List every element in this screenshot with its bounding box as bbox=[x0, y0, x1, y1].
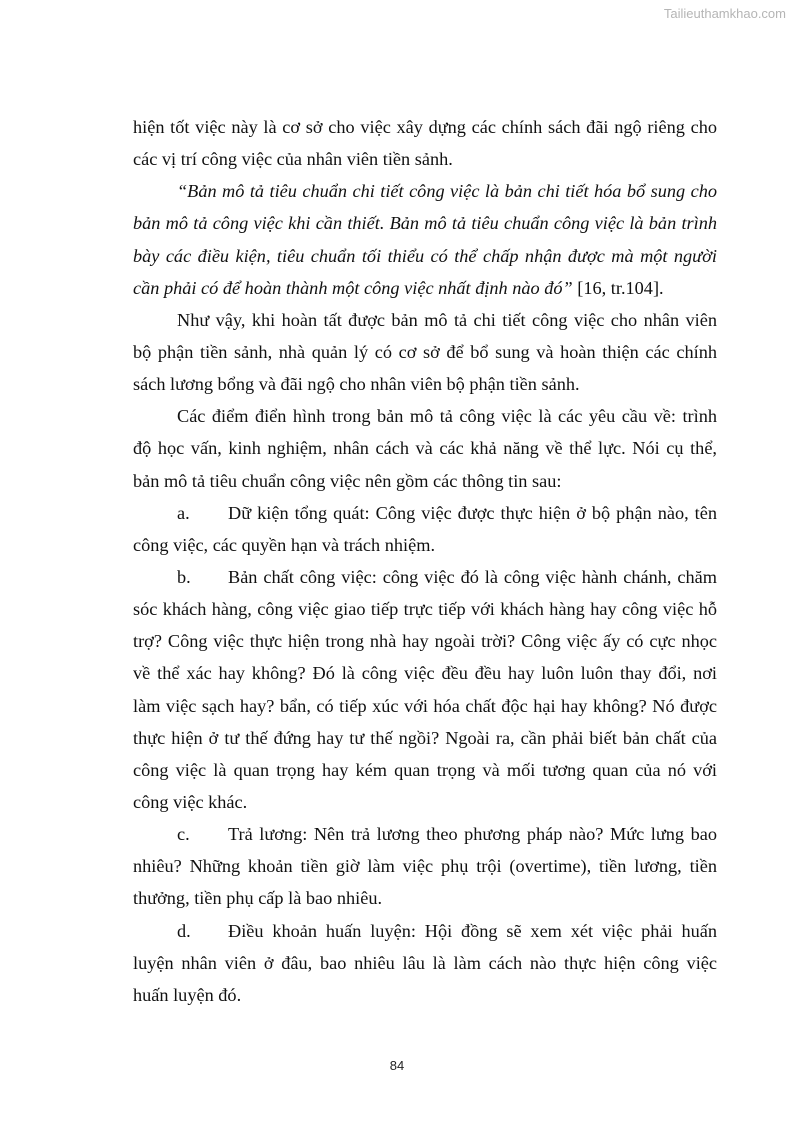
text-line: bản mô tả công việc khi cần thiết. Bản mô tả tiêu chuẩn công việc là bản trình bbox=[133, 213, 717, 234]
text-line bbox=[133, 272, 717, 304]
text-line: Như vậy, khi hoàn tất được bản mô tả chi tiết công việc cho nhân viên bbox=[177, 309, 717, 330]
list-item bbox=[133, 915, 717, 1011]
text-line: công việc, các quyền hạn và trách nhiệm. bbox=[133, 534, 436, 555]
text-line: nhiêu? Những khoản tiền giờ làm việc phụ trội (overtime), tiền lương, tiền bbox=[133, 856, 717, 877]
quote-end: cần phải có để hoàn thành một công việc nhất định nào đó” bbox=[133, 277, 573, 298]
text-line: Các điểm điển hình trong bản mô tả công việc là các yêu cầu về: trình bbox=[177, 406, 717, 427]
text-line: thực hiện ở tư thế đứng hay tư thế ngồi? Ngoài ra, cần phải biết bản chất của bbox=[133, 727, 717, 748]
text-line: thưởng, tiền phụ cấp là bao nhiêu. bbox=[133, 888, 383, 909]
text-line: độ học vấn, kinh nghiệm, nhân cách và các khả năng về thể lực. Nói cụ thể, bbox=[133, 438, 717, 459]
list-text: Trả lương: Nên trả lương theo phương pháp nào? Mức lưng bao bbox=[228, 824, 717, 845]
watermark: Tailieuthamkhao.com bbox=[663, 6, 786, 21]
list-label: d. bbox=[177, 920, 191, 941]
text-line: sách lương bổng và đãi ngộ cho nhân viên bộ phận tiền sảnh. bbox=[133, 374, 580, 395]
text-line: bản mô tả tiêu chuẩn công việc nên gồm các thông tin sau: bbox=[133, 470, 562, 491]
page-body bbox=[133, 111, 717, 1011]
text-line: huấn luyện đó. bbox=[133, 984, 242, 1005]
paragraph-points bbox=[133, 400, 717, 496]
text-line bbox=[133, 561, 717, 593]
list-label: c. bbox=[177, 824, 190, 845]
paragraph-intro bbox=[133, 111, 717, 175]
text-line: về thể xác hay không? Đó là công việc đều đều hay luôn luôn thay đổi, nơi bbox=[133, 663, 717, 684]
list-label: b. bbox=[177, 566, 191, 587]
list-item bbox=[133, 561, 717, 818]
page-number: 84 bbox=[389, 1058, 405, 1073]
text-line: bộ phận tiền sảnh, nhà quản lý có cơ sở để bổ sung và hoàn thiện các chính bbox=[133, 341, 717, 362]
list-item bbox=[133, 818, 717, 914]
text-line: trợ? Công việc thực hiện trong nhà hay ngoài trời? Công việc ấy có cực nhọc bbox=[133, 631, 717, 652]
text-line bbox=[133, 497, 717, 529]
text-line: công việc khác. bbox=[133, 791, 248, 812]
text-line: làm việc sạch hay? bẩn, có tiếp xúc với hóa chất độc hại hay không? Nó được bbox=[133, 695, 717, 716]
text-line bbox=[133, 818, 717, 850]
text-line: hiện tốt việc này là cơ sở cho việc xây dựng các chính sách đãi ngộ riêng cho bbox=[133, 117, 717, 137]
text-line: công việc là quan trọng hay kém quan trọng và mối tương quan của nó với bbox=[133, 759, 717, 780]
list-items bbox=[133, 497, 717, 1011]
text-line: các vị trí công việc của nhân viên tiền sảnh. bbox=[133, 149, 453, 170]
list-text: Điều khoản huấn luyện: Hội đồng sẽ xem xét việc phải huấn bbox=[228, 920, 717, 941]
text-line: luyện nhân viên ở đâu, bao nhiêu lâu là làm cách nào thực hiện công việc bbox=[133, 952, 717, 973]
quote-paragraph bbox=[133, 175, 717, 304]
text-line: sóc khách hàng, công việc giao tiếp trực tiếp với khách hàng hay công việc hỗ bbox=[133, 599, 717, 620]
list-text: Dữ kiện tổng quát: Công việc được thực hiện ở bộ phận nào, tên bbox=[228, 502, 717, 523]
list-item bbox=[133, 497, 717, 561]
list-label: a. bbox=[177, 502, 190, 523]
text-line: “Bản mô tả tiêu chuẩn chi tiết công việc là bản chi tiết hóa bổ sung cho bbox=[177, 181, 717, 202]
paragraph-summary bbox=[133, 304, 717, 400]
list-text: Bản chất công việc: công việc đó là công việc hành chánh, chăm bbox=[228, 566, 717, 587]
text-line bbox=[133, 915, 717, 947]
text-line: bày các điều kiện, tiêu chuẩn tối thiểu có thể chấp nhận được mà một người bbox=[133, 245, 717, 266]
citation: [16, tr.104]. bbox=[572, 277, 664, 298]
